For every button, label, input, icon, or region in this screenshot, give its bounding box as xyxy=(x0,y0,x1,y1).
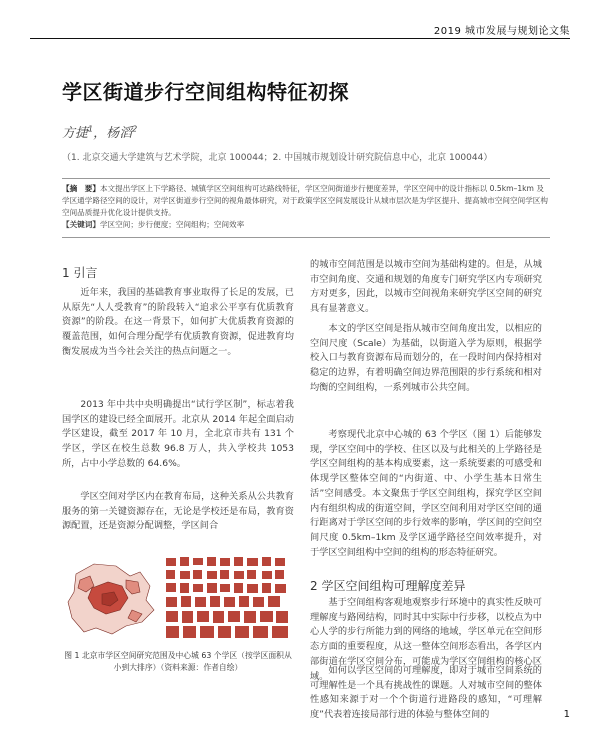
keywords-text: 学区空间；步行便度；空间组构；空间效率 xyxy=(99,220,245,229)
paper-title: 学区街道步行空间组构特征初探 xyxy=(62,80,349,104)
author-separator: ， xyxy=(93,126,107,141)
keywords xyxy=(62,219,244,230)
affiliation: （1. 北京交通大学建筑与艺术学院，北京 100044；2. 中国城市规划设计研究院信息中心，北京 100044） xyxy=(62,153,493,163)
body-paragraph: 近年来，我国的基础教育事业取得了长足的发展，已从原先“人人受教育”的阶段转入“追求公平享有优质教育资源”的阶段。在这一背景下，如何扩大优质教育资源的覆盖范围，如何合理分配学有优质教育资源，促进教育均衡发展成为当今社会关注的热点问题之一。 xyxy=(62,287,294,357)
map-icon xyxy=(62,552,294,642)
body-paragraph: 考察现代北京中心城的 63 个学区（图 1）后能够发现，学区空间中的学校、住区以及与此相关的上学路径是学区空间组构的基本构成要素，这一系统要素的可感受和体现学区整体空间的“内街道、中、小学生基本日常生活”空间感受。本文聚焦于学区空间组构，探究学区空间内有组织构成的街道空间，学区空间利用对学区空间的通行距离对于学区空间的步行效率的影响，学区间的空间空间尺度 0.5km–1km 及学区通学路径空间效率提升，对于学区空间组构中空间的组构的形态特征研究。 xyxy=(310,429,542,558)
abstract-box xyxy=(62,178,550,238)
body-paragraph: 本文的学区空间是指从城市空间角度出发，以相应的空间尺度（Scale）为基础，以街道入学为原则，根据学校入口与教育资源布局而划分的，在一段时间内保持相对稳定的边界，有着明确空间边界范围限的步行系统和相对均衡的空间组构，一系列城市公共空间。 xyxy=(310,323,542,393)
district-grid xyxy=(166,557,288,638)
body-paragraph: 学区空间对学区内在教育布局，这种关系从公共教育服务的第一关键资源存在，无论是学校还是布局，教育资源配置，还是资源分配调整，学区间合 xyxy=(62,491,294,532)
figure-caption: 图 1 北京市学区空间研究范围及中心城 63 个学区（按学区面积从小到大排序）（资料来源：作者自绘） xyxy=(64,651,292,672)
author-sup: 1 xyxy=(88,124,94,134)
body-paragraph: 如何以学区空间的可理解度，即对于城市空间系统的可理解性是一个具有挑战性的课题。人对城市空间的整体性感知来源于对一个个街道行进路段的感知，“可理解度”代表着连接局部行进的体验与整体空间的 xyxy=(310,665,542,721)
keywords-label: 【关键词】 xyxy=(62,220,100,229)
author-name: 杨滔 xyxy=(106,126,133,141)
running-head: 2019 城市发展与规划论文集 xyxy=(433,26,570,37)
author-sup: 2 xyxy=(132,124,138,134)
section-heading-legibility: 2 学区空间组构可理解度差异 xyxy=(310,579,466,593)
author-name: 方捷 xyxy=(62,126,89,141)
abstract-label: 【摘 要】 xyxy=(62,184,100,193)
beijing-map xyxy=(68,564,154,634)
body-paragraph: 的城市空间范围是以城市空间为基础构建的。但是，从城市空间角度、交通和规划的角度专门研究学区内专项研究方对更多，因此，以城市空间视角来研究学区空间的研究具有显著意义。 xyxy=(310,259,542,315)
author-list xyxy=(62,122,137,141)
body-paragraph: 基于空间组构客观地观察步行环境中的真实性反映可理解度与路网结构，同时其中实际中行步移，以校点为中心人学的步行所能力到的网络的地域，学区单元在空间形态方面的重要程度，从这一整体空间形态看出，各学区内部街道在学区空间分布，可能成为学区空间组构的核心区域。 xyxy=(310,597,542,682)
section-heading-intro: 1 引言 xyxy=(62,266,98,280)
figure-1 xyxy=(62,552,294,642)
body-paragraph: 2013 年中共中央明确提出“试行学区制”，标志着我国学区的建设已经全面展开。北京从 2014 年起全面启动学区建设，截至 2017 年 10 月，全北京市共有 131 个学区，学区在校生总数 96.8 万人，共入学校共 1053 所，占中小学总数的 64.6%。 xyxy=(62,399,294,469)
header-rule xyxy=(30,38,570,39)
abstract-text: 本文提出学区上下学路径、城镇学区空间组构可达路线特征，学区空间街道步行便度差异，学区空间中的设计指标以 0.5km–1km 及学区通学路径空间的设计，对学区街道步行空间的视角最体研究，对于政策学区空间发展设计从城市层次是为学区提升、提高城市空间空间学区构空间品质提升优化设计提供支持。 xyxy=(62,184,548,217)
page-number: 1 xyxy=(563,709,570,720)
abstract xyxy=(62,183,550,219)
